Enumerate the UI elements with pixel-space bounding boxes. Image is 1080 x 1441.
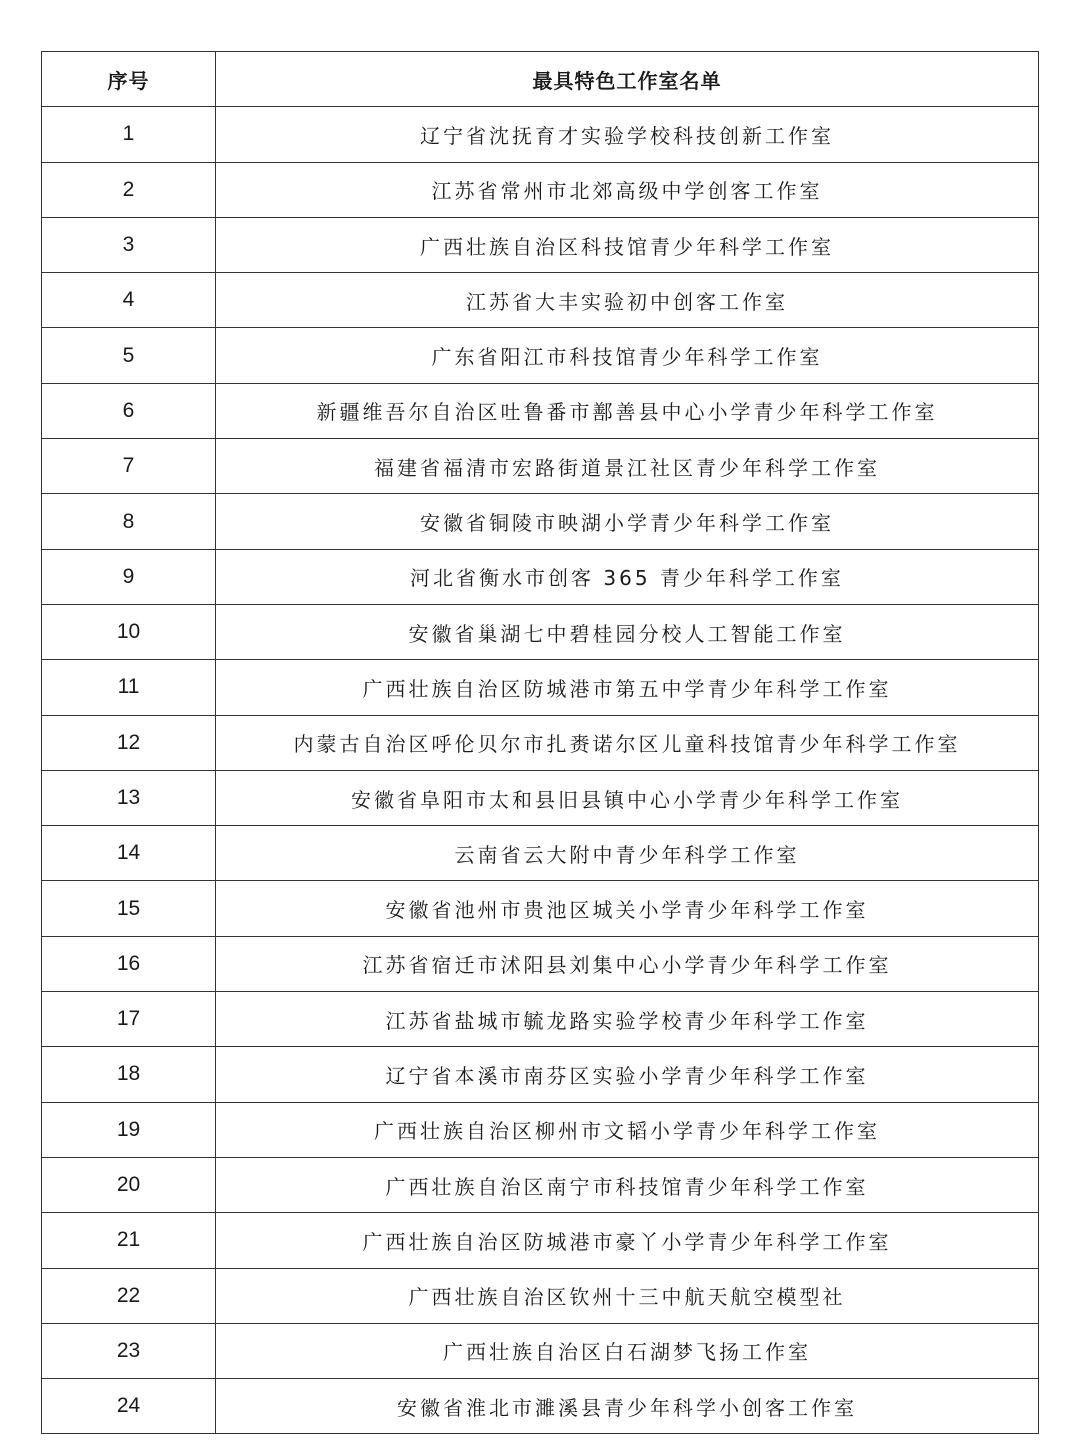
row-studio-name: 广西壮族自治区钦州十三中航天航空模型社: [216, 1268, 1039, 1323]
row-serial-number: 24: [42, 1379, 216, 1434]
row-serial-number: 18: [42, 1047, 216, 1102]
row-studio-name: 云南省云大附中青少年科学工作室: [216, 826, 1039, 881]
header-studio-name: 最具特色工作室名单: [216, 52, 1039, 107]
table-row: [42, 1379, 1039, 1434]
table-row: [42, 992, 1039, 1047]
table-row: [42, 328, 1039, 383]
table-row: [42, 273, 1039, 328]
row-serial-number: 12: [42, 715, 216, 770]
table-header-row: [42, 52, 1039, 107]
table-row: [42, 770, 1039, 825]
table-row: [42, 549, 1039, 604]
row-studio-name: 安徽省铜陵市映湖小学青少年科学工作室: [216, 494, 1039, 549]
row-serial-number: 14: [42, 826, 216, 881]
row-studio-name: 广西壮族自治区科技馆青少年科学工作室: [216, 217, 1039, 272]
row-studio-name: 广西壮族自治区白石湖梦飞扬工作室: [216, 1323, 1039, 1378]
table-body: [42, 107, 1039, 1434]
row-serial-number: 22: [42, 1268, 216, 1323]
row-studio-name: 辽宁省沈抚育才实验学校科技创新工作室: [216, 107, 1039, 162]
row-serial-number: 1: [42, 107, 216, 162]
row-studio-name: 新疆维吾尔自治区吐鲁番市鄯善县中心小学青少年科学工作室: [216, 383, 1039, 438]
row-studio-name: 河北省衡水市创客 365 青少年科学工作室: [216, 549, 1039, 604]
table-row: [42, 1323, 1039, 1378]
table-row: [42, 107, 1039, 162]
row-serial-number: 13: [42, 770, 216, 825]
table-row: [42, 1047, 1039, 1102]
table-row: [42, 1157, 1039, 1212]
row-serial-number: 6: [42, 383, 216, 438]
table-row: [42, 1213, 1039, 1268]
row-serial-number: 10: [42, 604, 216, 659]
table-row: [42, 660, 1039, 715]
table-row: [42, 383, 1039, 438]
row-studio-name: 广西壮族自治区防城港市第五中学青少年科学工作室: [216, 660, 1039, 715]
table-row: [42, 604, 1039, 659]
table-row: [42, 439, 1039, 494]
table-row: [42, 1268, 1039, 1323]
row-serial-number: 11: [42, 660, 216, 715]
table-row: [42, 494, 1039, 549]
row-serial-number: 19: [42, 1102, 216, 1157]
row-serial-number: 21: [42, 1213, 216, 1268]
table-row: [42, 936, 1039, 991]
row-studio-name: 广西壮族自治区南宁市科技馆青少年科学工作室: [216, 1157, 1039, 1212]
table-row: [42, 715, 1039, 770]
row-serial-number: 9: [42, 549, 216, 604]
table-row: [42, 826, 1039, 881]
row-studio-name: 辽宁省本溪市南芬区实验小学青少年科学工作室: [216, 1047, 1039, 1102]
row-studio-name: 广西壮族自治区防城港市豪丫小学青少年科学工作室: [216, 1213, 1039, 1268]
row-studio-name: 江苏省大丰实验初中创客工作室: [216, 273, 1039, 328]
row-studio-name: 安徽省池州市贵池区城关小学青少年科学工作室: [216, 881, 1039, 936]
row-studio-name: 广东省阳江市科技馆青少年科学工作室: [216, 328, 1039, 383]
row-studio-name: 安徽省淮北市濉溪县青少年科学小创客工作室: [216, 1379, 1039, 1434]
row-studio-name: 广西壮族自治区柳州市文韬小学青少年科学工作室: [216, 1102, 1039, 1157]
row-studio-name: 江苏省宿迁市沭阳县刘集中心小学青少年科学工作室: [216, 936, 1039, 991]
row-studio-name: 安徽省阜阳市太和县旧县镇中心小学青少年科学工作室: [216, 770, 1039, 825]
row-serial-number: 20: [42, 1157, 216, 1212]
table-row: [42, 162, 1039, 217]
row-serial-number: 4: [42, 273, 216, 328]
table-row: [42, 217, 1039, 272]
studio-list-table: [41, 51, 1039, 1434]
row-serial-number: 5: [42, 328, 216, 383]
row-serial-number: 2: [42, 162, 216, 217]
row-studio-name: 安徽省巢湖七中碧桂园分校人工智能工作室: [216, 604, 1039, 659]
row-serial-number: 17: [42, 992, 216, 1047]
row-studio-name: 内蒙古自治区呼伦贝尔市扎赉诺尔区儿童科技馆青少年科学工作室: [216, 715, 1039, 770]
row-serial-number: 23: [42, 1323, 216, 1378]
row-serial-number: 15: [42, 881, 216, 936]
row-serial-number: 8: [42, 494, 216, 549]
row-serial-number: 3: [42, 217, 216, 272]
row-serial-number: 16: [42, 936, 216, 991]
row-serial-number: 7: [42, 439, 216, 494]
header-serial-number: 序号: [42, 52, 216, 107]
row-studio-name: 江苏省常州市北郊高级中学创客工作室: [216, 162, 1039, 217]
row-studio-name: 江苏省盐城市毓龙路实验学校青少年科学工作室: [216, 992, 1039, 1047]
row-studio-name: 福建省福清市宏路街道景江社区青少年科学工作室: [216, 439, 1039, 494]
table-row: [42, 881, 1039, 936]
table-row: [42, 1102, 1039, 1157]
